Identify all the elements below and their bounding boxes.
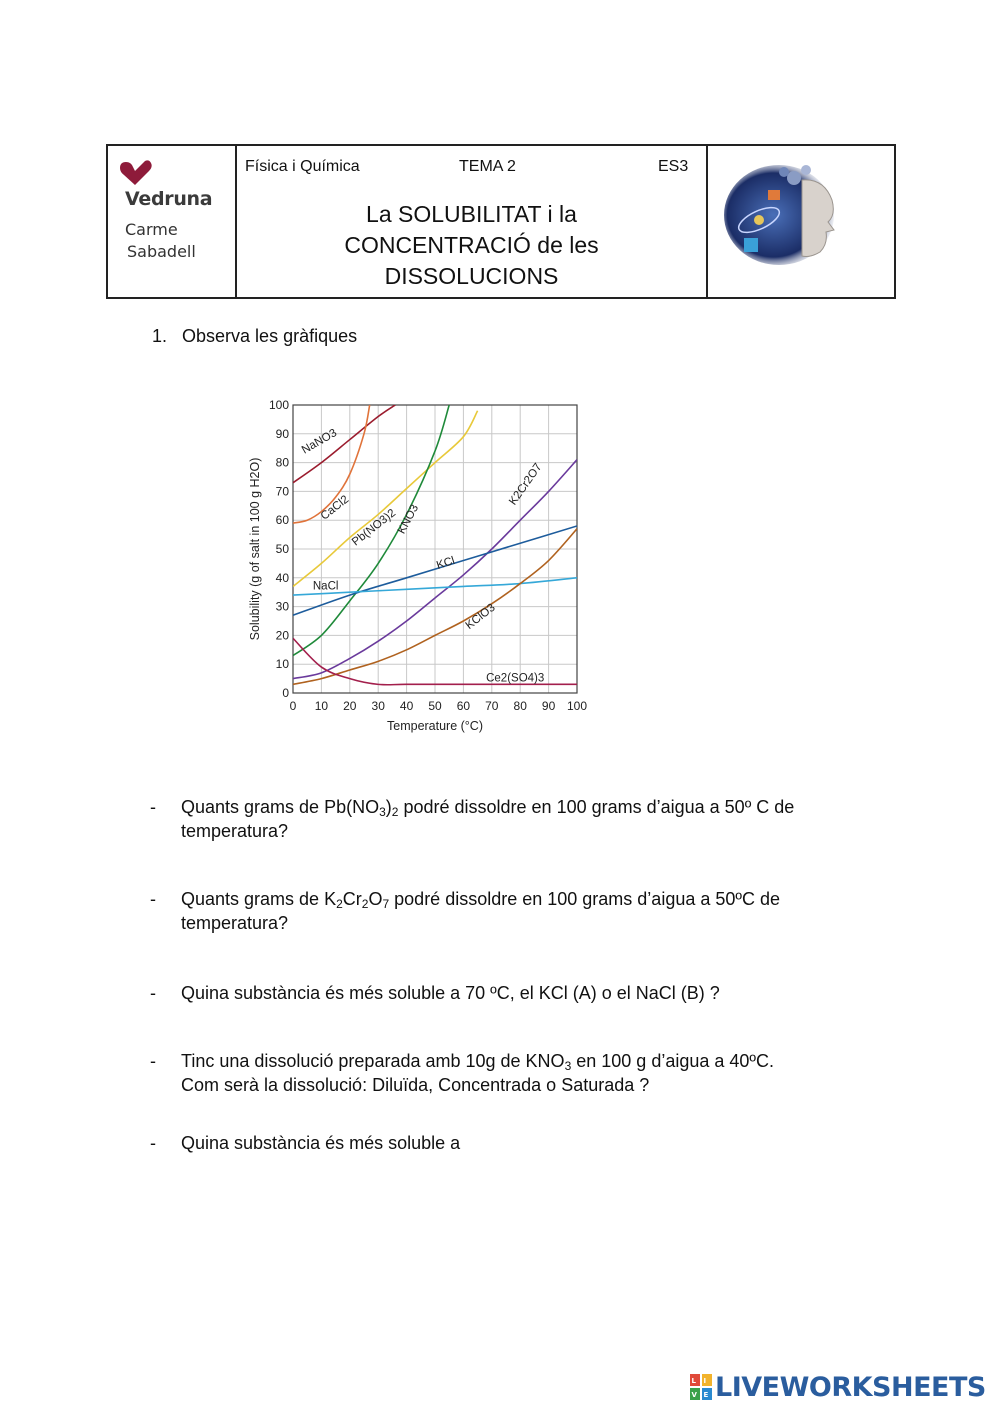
logo-letter: I	[703, 1377, 707, 1385]
exercise-heading	[152, 326, 357, 347]
subject-label: Física i Química	[245, 158, 360, 175]
question-1-dash: -	[150, 797, 156, 817]
q2-sub: 7	[382, 897, 390, 911]
q1-part: Quants grams de Pb(NO	[181, 797, 380, 817]
q2-sub: 2	[361, 897, 369, 911]
x-tick-label: 100	[566, 699, 588, 713]
q4-sub: 3	[564, 1059, 572, 1073]
y-tick-label: 50	[275, 542, 289, 556]
exercise-number: 1.	[152, 326, 168, 346]
y-tick-label: 80	[275, 455, 289, 470]
q1-part: podré dissoldre en 100 grams d’aigua a 50º C de temperatura?	[181, 797, 795, 841]
question-4-dash: -	[150, 1051, 156, 1071]
school-name	[125, 219, 196, 263]
y-tick-label: 20	[275, 628, 289, 643]
x-tick-label: 40	[399, 699, 414, 713]
exercise-label: Observa les gràfiques	[182, 326, 358, 346]
level-label: ES3	[658, 158, 689, 175]
school-line-1: Carme	[125, 220, 178, 239]
series-label: NaCl	[312, 580, 339, 593]
q2-sub: 2	[336, 897, 343, 911]
worksheet-title	[237, 199, 706, 292]
q4-part: en 100 g d’aigua a 40ºC.	[571, 1051, 774, 1071]
series-label: NaNO3	[299, 426, 340, 457]
y-tick-label: 0	[282, 686, 289, 700]
x-tick-label: 90	[541, 699, 556, 713]
title-cell	[237, 146, 708, 297]
q1-sub: 3	[379, 805, 386, 819]
image-cell	[708, 146, 894, 297]
x-tick-label: 0	[289, 699, 297, 713]
liveworksheets-logo-icon	[690, 1374, 712, 1400]
x-tick-label: 50	[428, 699, 442, 713]
y-tick-label: 70	[275, 484, 289, 499]
logo-letter: V	[691, 1391, 697, 1399]
solubility-chart-svg	[240, 392, 600, 742]
question-3-dash: -	[150, 983, 156, 1003]
series-label: KCl	[435, 554, 457, 573]
q1-part: )	[385, 797, 392, 817]
brand-name: Vedruna	[125, 188, 213, 210]
x-tick-label: 30	[371, 699, 385, 713]
q2-part: podré dissoldre en 100 grams d’aigua a 50ºC de temperatura?	[181, 889, 780, 933]
series-label: KClO3	[463, 601, 498, 633]
y-tick-label: 60	[275, 513, 289, 528]
x-tick-label: 20	[343, 699, 357, 713]
q4-part: Tinc una dissolució preparada amb 10g de KNO	[181, 1051, 565, 1071]
y-tick-label: 30	[275, 599, 289, 614]
q2-part: Quants grams de K	[181, 889, 337, 909]
title-line-2: CONCENTRACIÓ de les	[344, 232, 599, 258]
question-1-text	[181, 795, 881, 843]
x-tick-label: 60	[456, 699, 471, 713]
question-4-text	[181, 1049, 881, 1097]
logo-letter: L	[691, 1377, 696, 1385]
question-2-text	[181, 887, 881, 935]
heart-logo-icon	[118, 160, 154, 186]
question-3-text: Quina substància és més soluble a 70 ºC, el KCl (A) o el NaCl (B) ?	[181, 983, 720, 1003]
y-tick-label: 100	[268, 398, 289, 412]
question-5-dash: -	[150, 1133, 156, 1153]
liveworksheets-footer[interactable]	[690, 1372, 986, 1402]
header-table	[106, 144, 896, 299]
school-line-2: Sabadell	[127, 242, 196, 261]
q2-part: Cr	[342, 889, 362, 909]
q2-part: O	[368, 889, 383, 909]
y-tick-label: 10	[275, 657, 289, 672]
logo-letter: E	[703, 1391, 709, 1399]
series-label: K2Cr2O7	[507, 461, 545, 508]
title-line-1: La SOLUBILITAT i la	[366, 201, 577, 227]
science-collage-image	[724, 160, 844, 270]
liveworksheets-brand: LIVEWORKSHEETS	[715, 1371, 986, 1403]
q1-sub: 2	[391, 805, 399, 819]
series-label: CaCl2	[318, 493, 352, 523]
series-label: KNO3	[395, 502, 422, 537]
y-tick-label: 90	[275, 426, 289, 441]
logo-cell	[108, 146, 237, 297]
series-label: Pb(NO3)2	[349, 507, 399, 549]
unit-label: TEMA 2	[459, 158, 516, 175]
x-tick-label: 70	[485, 699, 499, 713]
x-axis-label: Temperature (°C)	[387, 719, 483, 733]
series-label: Ce2(SO4)3	[486, 672, 545, 685]
x-tick-label: 80	[513, 699, 527, 713]
y-axis-label: Solubility (g of salt in 100 g H2O)	[248, 457, 262, 641]
title-line-3: DISSOLUCIONS	[384, 263, 559, 289]
x-tick-label: 10	[314, 699, 329, 713]
q4-part: Com serà la dissolució: Diluïda, Concentrada o Saturada ?	[181, 1075, 650, 1095]
question-5-text: Quina substància és més soluble a	[181, 1133, 461, 1153]
solubility-chart	[240, 392, 600, 742]
question-2-dash: -	[150, 889, 156, 909]
y-tick-label: 40	[275, 570, 289, 585]
